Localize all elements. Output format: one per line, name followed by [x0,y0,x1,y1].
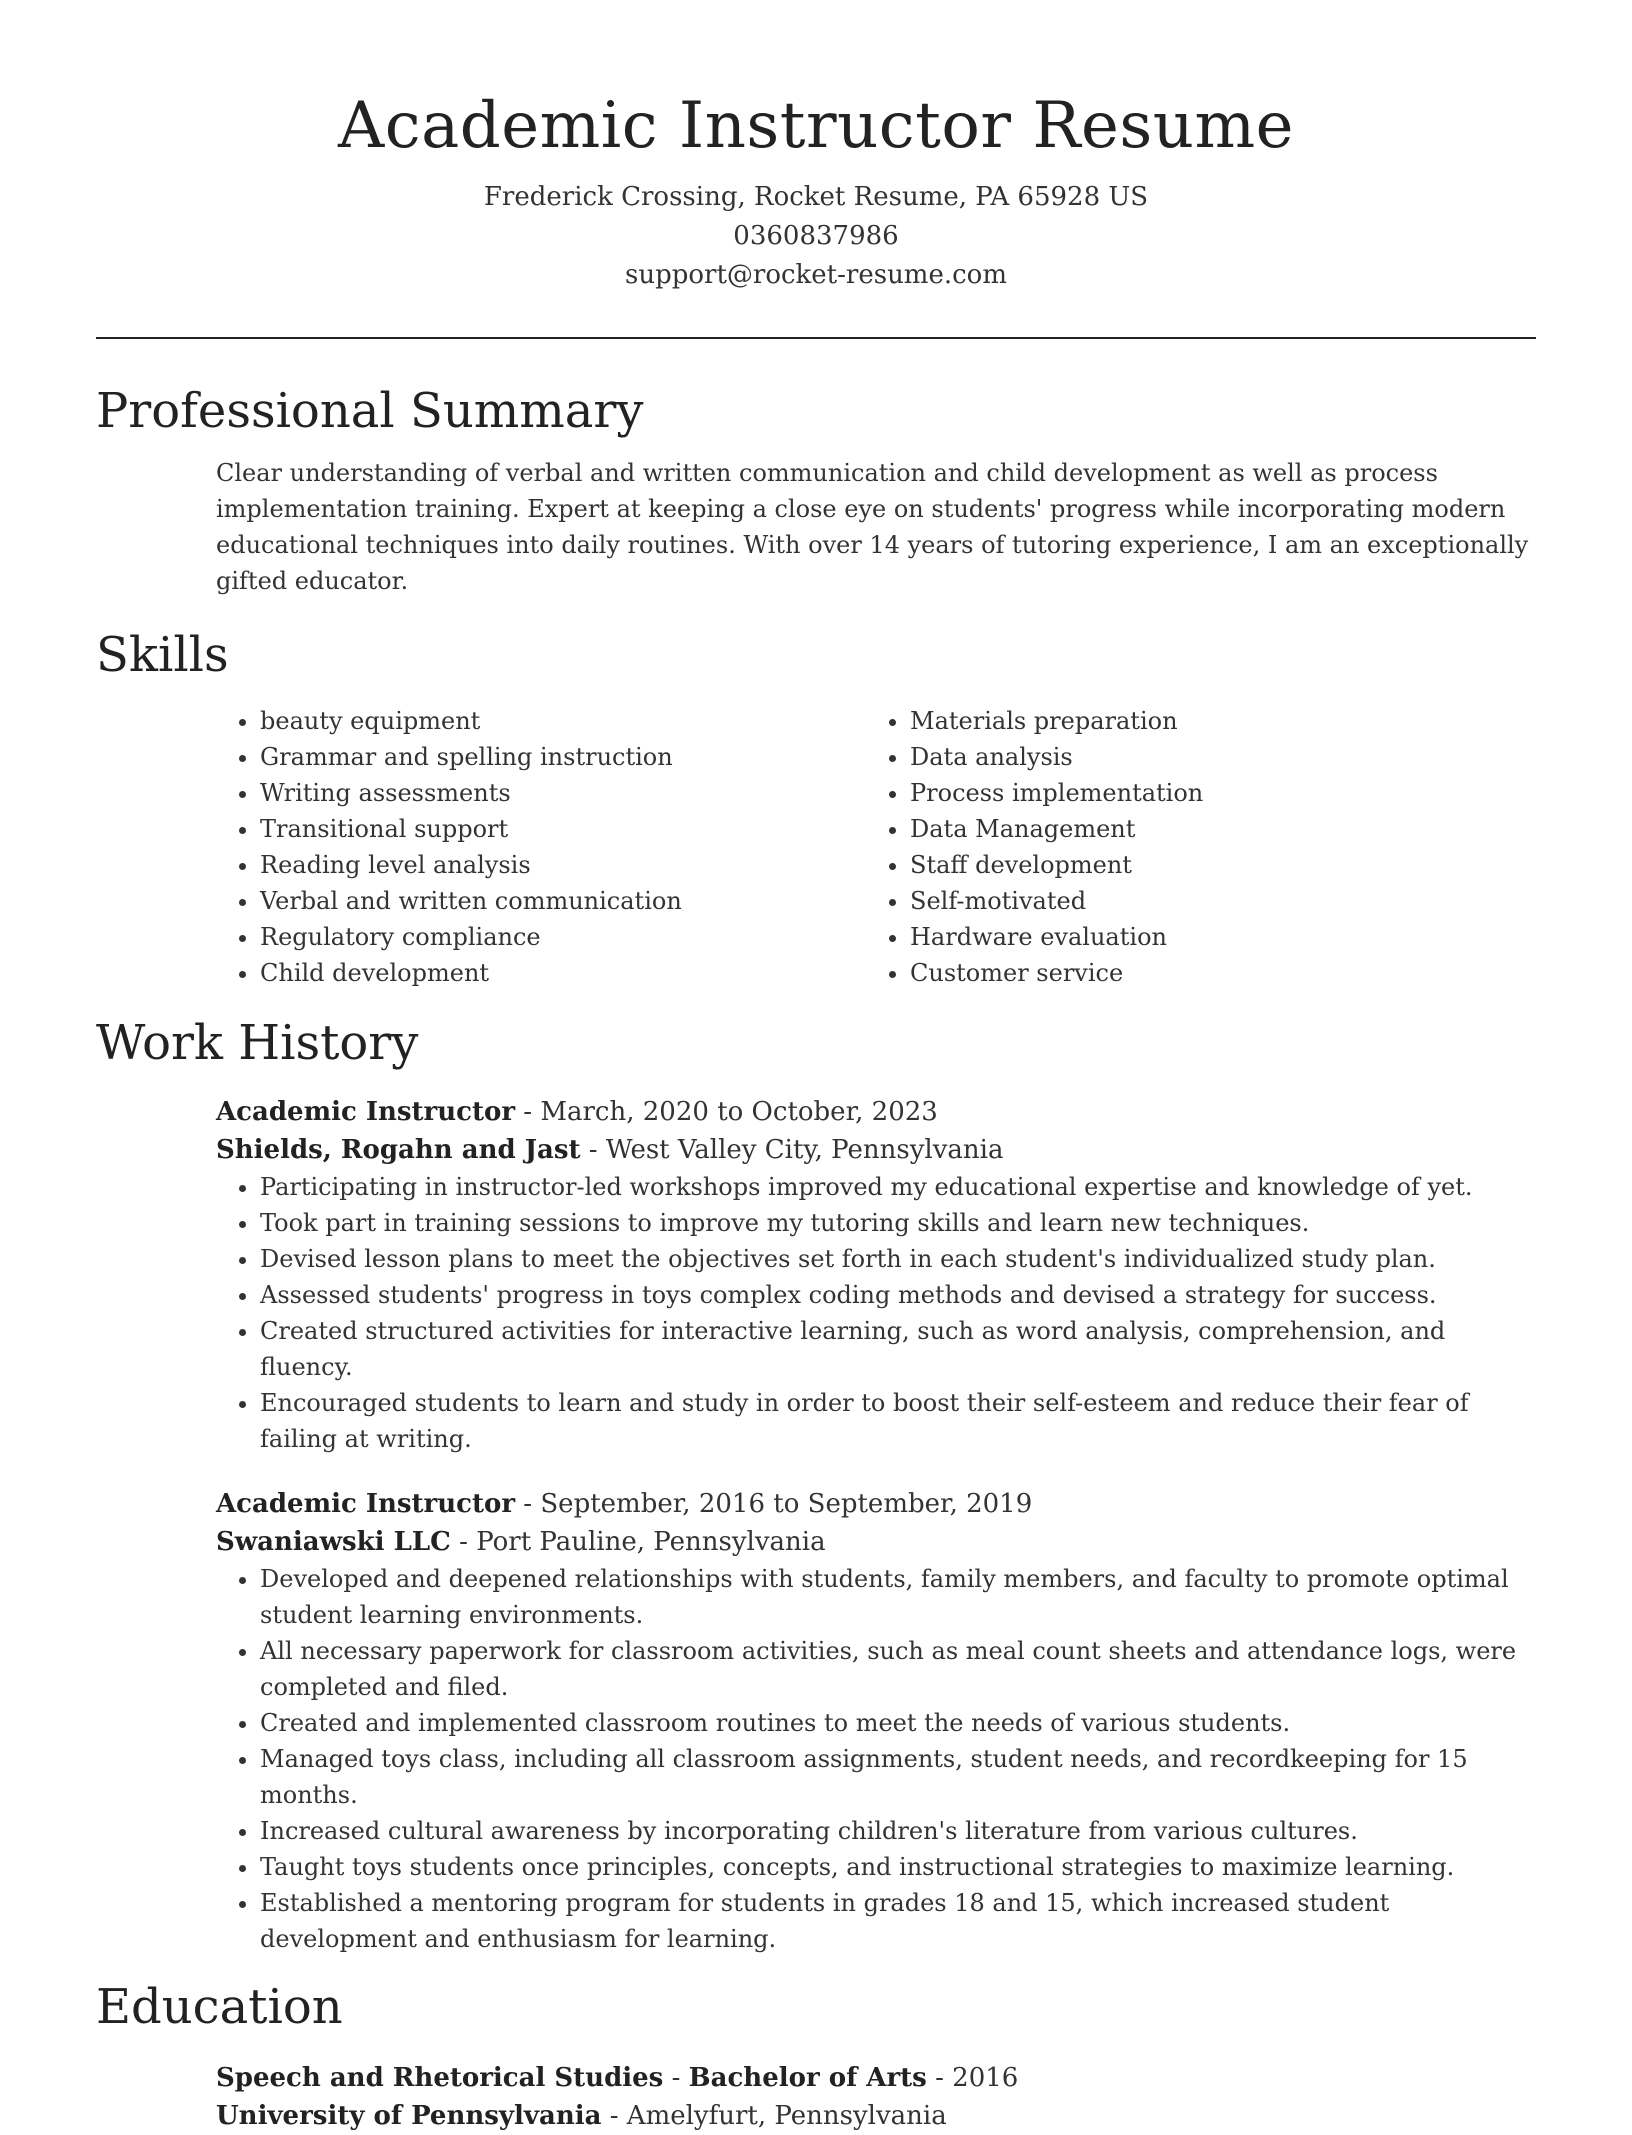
summary-text: Clear understanding of verbal and written communication and child development as well as process implementation training. Expert at keeping a close eye on students' progress while incorporating modern educational techniques into daily routines. With over 14 years of tutoring experience, I am an exceptionally gifted educator. [216,459,1529,595]
summary-heading: Professional Summary [96,383,644,439]
job-bullet: • Developed and deepened relationships with students, family members, and faculty to promote optimal student learning environments. [260,1561,1536,1633]
job-bullet-list [216,1169,1536,1457]
job-entry [216,1485,1536,1957]
education-year: 2016 [952,2063,1019,2093]
separator: - [515,1489,541,1519]
contact-block [96,178,1536,295]
job-location: Port Pauline, Pennsylvania [476,1527,826,1557]
job-company: Swaniawski LLC [216,1527,451,1557]
job-bullet: • Assessed students' progress in toys complex coding methods and devised a strategy for success. [260,1277,1536,1313]
skill-item: • Process implementation [910,775,1516,811]
separator: - [450,1527,477,1557]
work-history-list [216,1093,1536,1957]
job-bullet: • Created structured activities for interactive learning, such as word analysis, comprehension, and fluency. [260,1313,1536,1385]
job-entry [216,1093,1536,1457]
skill-item: • Child development [260,955,866,991]
job-title: Academic Instructor [216,1489,516,1519]
skill-item: • Hardware evaluation [910,919,1516,955]
contact-phone: 0360837986 [733,221,899,251]
job-bullet: • Encouraged students to learn and study in order to boost their self-esteem and reduce their fear of failing at writing. [260,1385,1536,1457]
skill-item: • Data analysis [910,739,1516,775]
work-history-heading: Work History [96,1015,419,1071]
job-title: Academic Instructor [216,1097,516,1127]
resume-page [96,0,1536,2135]
skill-item: • beauty equipment [260,703,866,739]
skill-item: • Transitional support [260,811,866,847]
job-company: Shields, Rogahn and Jast [216,1135,581,1165]
skill-item: • Writing assessments [260,775,866,811]
job-bullet: • Devised lesson plans to meet the objectives set forth in each student's individualized study plan. [260,1241,1536,1277]
job-dates: September, 2016 to September, 2019 [540,1489,1033,1519]
education-location: Amelyfurt, Pennsylvania [626,2101,947,2131]
separator: - [601,2101,627,2131]
skills-list [216,703,1536,991]
job-company-line [216,1131,1536,1169]
education-degree: Bachelor of Arts [688,2063,927,2093]
skill-item: • Regulatory compliance [260,919,866,955]
education-degree-line [216,2059,1536,2097]
separator: - [515,1097,541,1127]
job-title-line [216,1093,1536,1131]
job-bullet: • Established a mentoring program for students in grades 18 and 15, which increased student development and enthusiasm for learning. [260,1885,1536,1957]
job-company-line [216,1523,1536,1561]
education-list [216,2059,1536,2135]
skill-item: • Verbal and written communication [260,883,866,919]
job-bullet-list [216,1561,1536,1957]
education-field: Speech and Rhetorical Studies [216,2063,664,2093]
education-school: University of Pennsylvania [216,2101,602,2131]
skill-item: • Data Management [910,811,1516,847]
skill-item: • Staff development [910,847,1516,883]
contact-address: Frederick Crossing, Rocket Resume, PA 65928 US [483,182,1149,212]
skill-item: • Self-motivated [910,883,1516,919]
job-dates: March, 2020 to October, 2023 [540,1097,938,1127]
skills-heading: Skills [96,627,229,683]
separator: - [926,2063,953,2093]
separator: - [663,2063,689,2093]
job-bullet: • Taught toys students once principles, concepts, and instructional strategies to maximize learning. [260,1849,1536,1885]
header-divider [96,337,1536,339]
job-bullet: • Participating in instructor-led workshops improved my educational expertise and knowledge of yet. [260,1169,1536,1205]
job-bullet: • Increased cultural awareness by incorporating children's literature from various cultures. [260,1813,1536,1849]
job-bullet: • Managed toys class, including all classroom assignments, student needs, and recordkeeping for 15 months. [260,1741,1536,1813]
job-bullet: • Took part in training sessions to improve my tutoring skills and learn new techniques. [260,1205,1536,1241]
education-entry [216,2059,1536,2135]
skill-item: • Grammar and spelling instruction [260,739,866,775]
skill-item: • Reading level analysis [260,847,866,883]
job-title-line [216,1485,1536,1523]
separator: - [580,1135,606,1165]
job-bullet: • Created and implemented classroom routines to meet the needs of various students. [260,1705,1536,1741]
skills-column-left [216,703,866,991]
job-bullet: • All necessary paperwork for classroom activities, such as meal count sheets and attendance logs, were completed and filed. [260,1633,1536,1705]
skill-item: • Customer service [910,955,1516,991]
resume-title: Academic Instructor Resume [338,89,1294,163]
skills-column-right [866,703,1516,991]
education-school-line [216,2097,1536,2135]
skill-item: • Materials preparation [910,703,1516,739]
education-heading: Education [96,1979,343,2035]
contact-email: support@rocket-resume.com [624,260,1007,290]
job-location: West Valley City, Pennsylvania [605,1135,1004,1165]
